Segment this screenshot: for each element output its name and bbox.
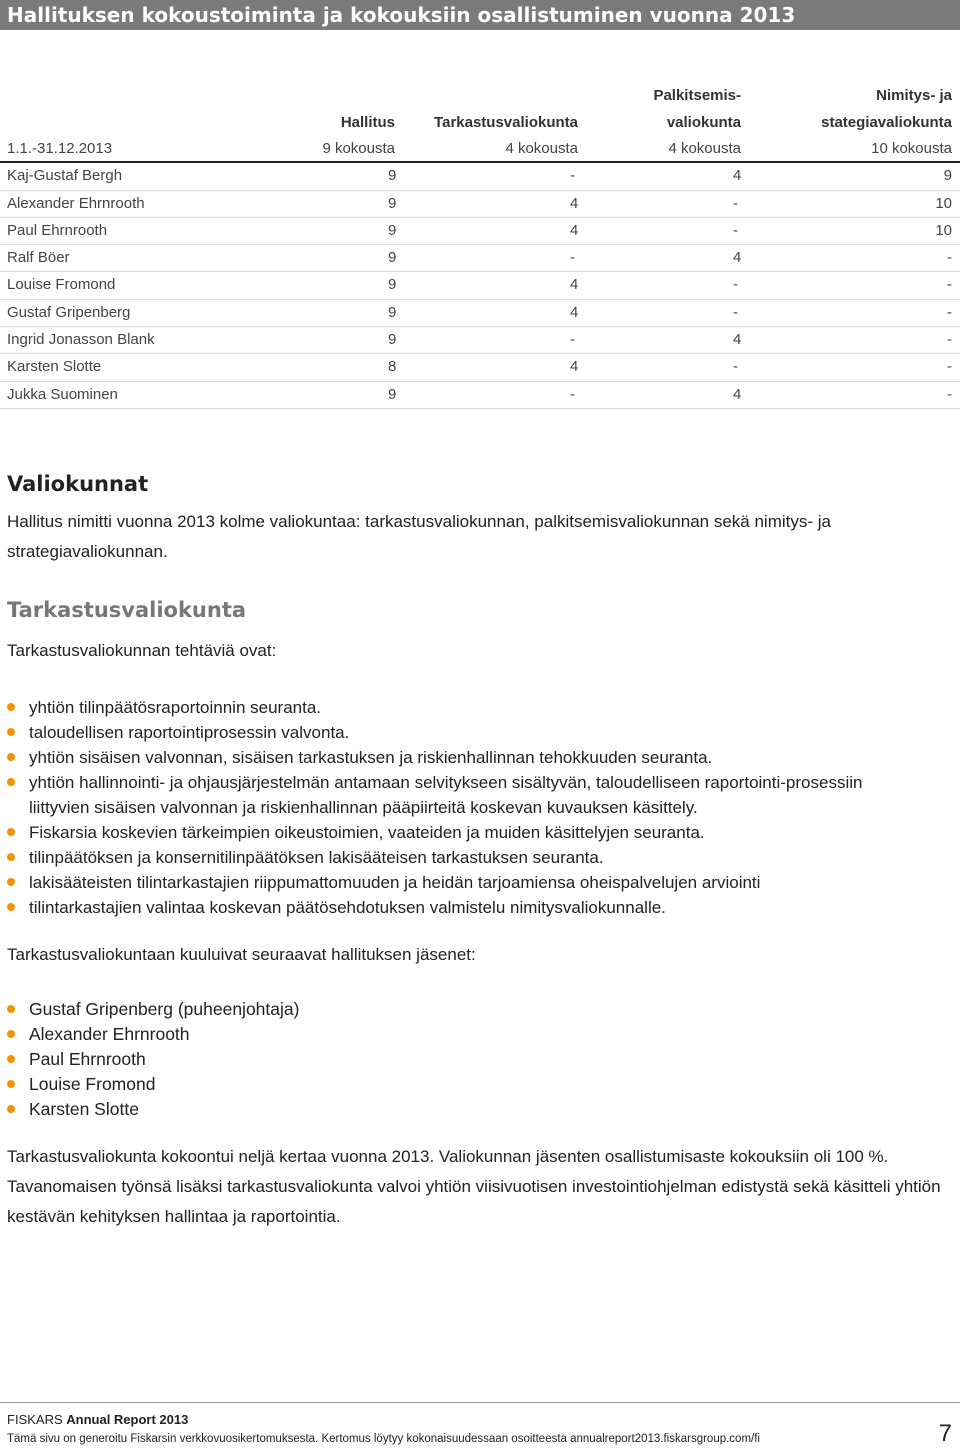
cell-palkitsemis: - — [733, 276, 738, 294]
table-row — [0, 218, 960, 245]
period-col3: 4 kokousta — [668, 140, 741, 157]
closing-text: Tarkastusvaliokunta kokoontui neljä kertaa vuonna 2013. Valiokunnan jäsenten osallistumisaste kokouksiin oli 100 %. Tavanomaisen työnsä lisäksi tarkastusvaliokunta valvoi yhtiön viisivuotisen investointiohjelman edistystä sekä käsitteli yhtiön kestävän kehityksen hallintaa ja raportointia. — [7, 1147, 941, 1226]
cell-hallitus: 9 — [388, 331, 397, 349]
valiokunnat-text: Hallitus nimitti vuonna 2013 kolme valiokuntaa: tarkastusvaliokunnan, palkitsemisvaliokunnan sekä nimitys- ja strategiavaliokunnan. — [7, 512, 831, 561]
cell-nimitys: - — [947, 303, 952, 321]
bullet-dot-icon — [7, 1105, 15, 1113]
list-item-text: Paul Ehrnrooth — [29, 1049, 146, 1069]
list-item — [7, 1097, 607, 1122]
period-col1: 9 kokousta — [322, 140, 395, 157]
cell-palkitsemis: - — [733, 303, 738, 321]
attendance-table — [0, 82, 960, 409]
bullet-dot-icon — [7, 903, 15, 911]
cell-palkitsemis: - — [733, 221, 738, 239]
bullet-dot-icon — [7, 753, 15, 761]
list-item — [7, 820, 927, 845]
list-item-text: tilinpäätöksen ja konsernitilinpäätöksen lakisääteisen tarkastuksen seuranta. — [29, 848, 604, 867]
bullet-dot-icon — [7, 728, 15, 736]
cell-hallitus: 9 — [388, 303, 397, 321]
header-col4: stategiavaliokunta — [821, 114, 952, 131]
footer-brand — [7, 1412, 188, 1427]
cell-tarkastus: 4 — [570, 358, 579, 376]
list-item-text: yhtiön sisäisen valvonnan, sisäisen tarkastuksen ja riskienhallinnan tehokkuuden seuranta. — [29, 748, 713, 767]
header-col3: valiokunta — [666, 114, 741, 131]
list-item-text: yhtiön tilinpäätösraportoinnin seuranta. — [29, 698, 322, 717]
table-row — [0, 327, 960, 354]
table-row — [0, 300, 960, 327]
header-col4-top: Nimitys- ja — [876, 87, 952, 104]
list-item-text: Karsten Slotte — [29, 1099, 139, 1119]
tarkastus-heading: Tarkastusvaliokunta — [7, 598, 247, 622]
table-header-bottom — [0, 109, 960, 136]
list-item — [7, 845, 927, 870]
header-col2: Tarkastusvaliokunta — [434, 114, 578, 131]
members-intro: Tarkastusvaliokuntaan kuuluivat seuraavat hallituksen jäsenet: — [7, 945, 476, 964]
cell-nimitys: - — [947, 276, 952, 294]
cell-palkitsemis: 4 — [733, 167, 742, 185]
list-item — [7, 1022, 607, 1047]
table-row — [0, 272, 960, 299]
cell-nimitys: - — [947, 331, 952, 349]
member-name: Jukka Suominen — [7, 385, 118, 403]
bullet-dot-icon — [7, 853, 15, 861]
list-item-text: taloudellisen raportointiprosessin valvonta. — [29, 723, 350, 742]
period-col4: 10 kokousta — [871, 140, 952, 157]
members-list — [7, 997, 607, 1122]
list-item — [7, 1072, 607, 1097]
table-header-top — [0, 82, 960, 109]
member-name: Alexander Ehrnrooth — [7, 194, 145, 212]
cell-nimitys: 9 — [943, 167, 952, 185]
cell-hallitus: 9 — [388, 385, 397, 403]
table-row — [0, 163, 960, 190]
bullet-dot-icon — [7, 1030, 15, 1038]
bullet-dot-icon — [7, 1005, 15, 1013]
page-number: 7 — [938, 1420, 952, 1447]
cell-palkitsemis: 4 — [733, 331, 742, 349]
cell-palkitsemis: 4 — [733, 249, 742, 267]
cell-palkitsemis: - — [733, 194, 738, 212]
cell-palkitsemis: - — [733, 358, 738, 376]
list-item — [7, 997, 607, 1022]
cell-tarkastus: 4 — [570, 303, 579, 321]
member-name: Louise Fromond — [7, 276, 116, 294]
member-name: Paul Ehrnrooth — [7, 221, 108, 239]
cell-hallitus: 9 — [388, 276, 397, 294]
cell-tarkastus: 4 — [570, 194, 579, 212]
tasks-list — [7, 695, 927, 920]
list-item — [7, 870, 927, 895]
list-item-text: yhtiön hallinnointi- ja ohjausjärjestelmän antamaan selvitykseen sisältyvän, taloudelliseen raportointi-prosessiin liittyvien sisäisen valvonnan ja riskienhallinnan pääpiirteitä koskevan kuvauksen käsittely. — [29, 773, 863, 817]
period-col2: 4 kokousta — [505, 140, 578, 157]
list-item-text: Louise Fromond — [29, 1074, 156, 1094]
footer-divider — [0, 1402, 960, 1403]
member-name: Ingrid Jonasson Blank — [7, 331, 155, 349]
bullet-dot-icon — [7, 703, 15, 711]
list-item-text: Fiskarsia koskevien tärkeimpien oikeustoimien, vaateiden ja muiden käsittelyjen seuranta. — [29, 823, 705, 842]
cell-nimitys: 10 — [935, 194, 952, 212]
member-name: Kaj-Gustaf Bergh — [7, 167, 123, 185]
list-item-text: Gustaf Gripenberg (puheenjohtaja) — [29, 999, 300, 1019]
cell-nimitys: - — [947, 385, 952, 403]
cell-hallitus: 9 — [388, 221, 397, 239]
valiokunnat-heading: Valiokunnat — [7, 472, 149, 496]
header-col1: Hallitus — [340, 114, 395, 131]
period-label: 1.1.-31.12.2013 — [7, 140, 113, 157]
table-row — [0, 191, 960, 218]
list-item-text: lakisääteisten tilintarkastajien riippumattomuuden ja heidän tarjoamiensa oheispalvelujen arviointi — [29, 873, 761, 892]
bullet-dot-icon — [7, 778, 15, 786]
list-item — [7, 1047, 607, 1072]
list-item — [7, 895, 927, 920]
cell-hallitus: 9 — [388, 194, 397, 212]
bullet-dot-icon — [7, 1080, 15, 1088]
cell-hallitus: 9 — [388, 167, 397, 185]
footer-note: Tämä sivu on generoitu Fiskarsin verkkovuosikertomuksesta. Kertomus löytyy kokonaisuudessaan osoitteesta annualreport2013.fiskarsgroup.com/fi — [7, 1433, 760, 1445]
table-row — [0, 245, 960, 272]
bullet-dot-icon — [7, 828, 15, 836]
cell-tarkastus: - — [570, 249, 575, 267]
cell-nimitys: 10 — [935, 221, 952, 239]
cell-tarkastus: 4 — [570, 221, 579, 239]
cell-tarkastus: - — [570, 167, 575, 185]
cell-hallitus: 8 — [388, 358, 397, 376]
list-item-text: Alexander Ehrnrooth — [29, 1024, 190, 1044]
table-period-row — [0, 136, 960, 163]
list-item — [7, 720, 927, 745]
table-body — [0, 163, 960, 409]
page-title: Hallituksen kokoustoiminta ja kokouksiin osallistuminen vuonna 2013 — [0, 0, 960, 30]
cell-tarkastus: - — [570, 385, 575, 403]
list-item — [7, 695, 927, 720]
cell-hallitus: 9 — [388, 249, 397, 267]
cell-tarkastus: - — [570, 331, 575, 349]
header-col3-top: Palkitsemis- — [653, 87, 741, 104]
member-name: Gustaf Gripenberg — [7, 303, 131, 321]
member-name: Ralf Böer — [7, 249, 70, 267]
cell-nimitys: - — [947, 358, 952, 376]
bullet-dot-icon — [7, 1055, 15, 1063]
tarkastus-intro: Tarkastusvaliokunnan tehtäviä ovat: — [7, 641, 277, 660]
member-name: Karsten Slotte — [7, 358, 102, 376]
table-row — [0, 382, 960, 409]
bullet-dot-icon — [7, 878, 15, 886]
cell-nimitys: - — [947, 249, 952, 267]
cell-palkitsemis: 4 — [733, 385, 742, 403]
list-item-text: tilintarkastajien valintaa koskevan päätösehdotuksen valmistelu nimitysvaliokunnalle. — [29, 898, 666, 917]
table-row — [0, 354, 960, 381]
list-item — [7, 745, 927, 770]
footer-brand-name: FISKARS — [7, 1412, 63, 1427]
cell-tarkastus: 4 — [570, 276, 579, 294]
list-item — [7, 770, 927, 820]
footer-report-name: Annual Report 2013 — [66, 1412, 189, 1427]
